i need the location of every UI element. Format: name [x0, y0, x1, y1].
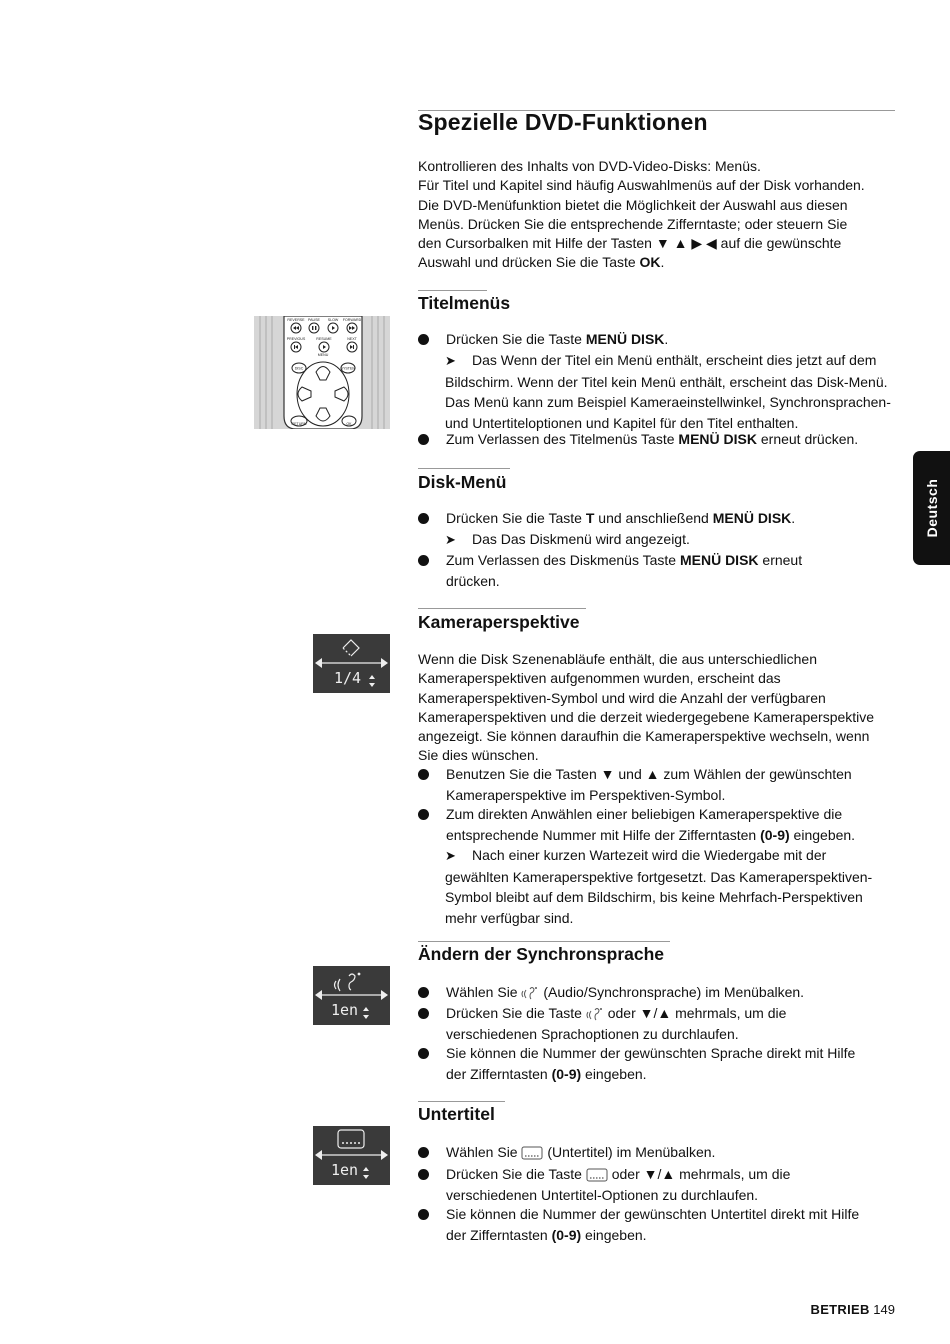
bullet-icon	[418, 1209, 429, 1220]
intro-paragraph	[418, 157, 898, 273]
result-note: ➤ Das Wenn der Titel ein Menü enthält, erscheint dies jetzt auf dem Bildschirm. Wenn der Titel kein Menü enthält, erscheint das Disk-Menü. Das Menü kann zum Beispiel Kameraeinstellwinkel, Synchronsprachen- und Untertiteloptionen und Kapitel für den Titel enthalten.	[445, 352, 891, 431]
svg-text:FORWARD: FORWARD	[342, 318, 362, 322]
intro-line: Auswahl und drücken Sie die Taste OK.	[418, 254, 665, 271]
svg-text:MENU: MENU	[317, 353, 329, 357]
subtitle-icon	[586, 1168, 608, 1182]
list-item: Zum Verlassen des Diskmenüs Taste MENÜ DISK erneut drücken.	[418, 550, 898, 591]
svg-text:NEXT: NEXT	[347, 337, 357, 341]
list-item: Zum direkten Anwählen einer beliebigen Kameraperspektive die entsprechende Nummer mit Hilfe der Zifferntasten (0-9) eingeben.	[418, 804, 898, 845]
audio-icon	[586, 1007, 604, 1021]
list-item: Sie können die Nummer der gewünschten Untertitel direkt mit Hilfe der Zifferntasten (0-9) eingeben.	[418, 1204, 898, 1245]
intro-line: Die DVD-Menüfunktion bietet die Möglichkeit der Auswahl aus diesen	[418, 196, 848, 213]
svg-text:REVERSE: REVERSE	[287, 318, 305, 322]
osd-label: 1/4	[333, 669, 362, 687]
svg-text:PREVIOUS: PREVIOUS	[286, 337, 306, 341]
kamera-paragraph: Wenn die Disk Szenenabläufe enthält, die aus unterschiedlichen Kameraperspektiven aufgenommen wurden, erscheint das Kameraperspektiven-Symbol und wird die Anzahl der verfügbaren Kameraperspektiven und die derzeit wiedergegebene Kameraperspektive angezeigt. Sie können daraufhin die Kameraperspektive wechseln, wenn Sie dies wünschen.	[418, 651, 875, 764]
page-footer	[811, 1302, 896, 1317]
list-item: Drücken Sie die Taste oder ▼/▲ mehrmals, um die verschiedenen Untertitel-Optionen zu durchlaufen.	[418, 1164, 898, 1205]
arrow-right-icon: ➤	[445, 532, 456, 547]
section-rule	[418, 608, 586, 609]
list-item: Wählen Sie (Audio/Synchronsprache) im Menübalken.	[418, 982, 898, 1003]
osd-label: 1en	[330, 1161, 359, 1179]
bullet-icon	[418, 513, 429, 524]
svg-text:SLOW: SLOW	[327, 318, 339, 322]
heading-synchronsprache: Ändern der Synchronsprache	[418, 944, 665, 964]
bullet-icon	[418, 1147, 429, 1158]
bullet-icon	[418, 769, 429, 780]
bullet-icon	[418, 987, 429, 998]
language-tab	[913, 451, 950, 565]
page-number: 149	[873, 1302, 895, 1317]
footer-section: BETRIEB	[810, 1302, 870, 1317]
intro-line: Für Titel und Kapitel sind häufig Auswahlmenüs auf der Disk vorhanden.	[418, 177, 865, 194]
list-item: Sie können die Nummer der gewünschten Sprache direkt mit Hilfe der Zifferntasten (0-9) eingeben.	[418, 1043, 898, 1084]
section-rule	[418, 290, 487, 291]
intro-line: Kontrollieren des Inhalts von DVD-Video-Disks: Menüs.	[418, 158, 761, 174]
remote-control-illustration	[254, 316, 390, 429]
bullet-icon	[418, 1048, 429, 1059]
bullet-icon	[418, 334, 429, 345]
svg-text:OK: OK	[346, 422, 352, 426]
section-rule	[418, 1101, 505, 1102]
audio-osd	[313, 966, 390, 1025]
list-item: Drücken Sie die Taste T und anschließend MENÜ DISK.	[418, 508, 898, 529]
heading-titelmenus: Titelmenüs	[418, 293, 511, 313]
bullet-icon	[418, 1008, 429, 1019]
subtitle-icon	[521, 1146, 543, 1160]
arrow-right-icon: ➤	[445, 353, 456, 368]
subtitle-osd	[313, 1126, 390, 1185]
result-note: ➤ Nach einer kurzen Wartezeit wird die Wiedergabe mit der gewählten Kameraperspektive fortgesetzt. Das Kameraperspektiven- Symbol bleibt auf dem Bildschirm, bis keine Mehrfach-Perspektiven mehr verfügbar sind.	[445, 847, 873, 926]
svg-text:RESUME: RESUME	[316, 337, 332, 341]
list-item: Drücken Sie die Taste MENÜ DISK.	[418, 329, 898, 350]
list-item: Drücken Sie die Taste oder ▼/▲ mehrmals, um die verschiedenen Sprachoptionen zu durchlaufen.	[418, 1003, 898, 1044]
svg-text:DISC: DISC	[294, 366, 304, 371]
list-item: Benutzen Sie die Tasten ▼ und ▲ zum Wählen der gewünschten Kameraperspektive im Perspektiven-Symbol.	[418, 764, 898, 805]
list-item: Wählen Sie (Untertitel) im Menübalken.	[418, 1142, 898, 1163]
intro-line: den Cursorbalken mit Hilfe der Tasten ▼ ▲ ▶ ◀ auf die gewünschte	[418, 235, 842, 252]
section-rule	[418, 941, 670, 942]
svg-text:RETURN: RETURN	[291, 422, 307, 426]
osd-label: 1en	[330, 1001, 359, 1019]
section-rule	[418, 468, 510, 469]
svg-text:PAUSE: PAUSE	[308, 318, 320, 322]
camera-angle-osd	[313, 634, 390, 693]
bullet-icon	[418, 809, 429, 820]
bullet-icon	[418, 555, 429, 566]
bullet-icon	[418, 1169, 429, 1180]
heading-untertitel: Untertitel	[418, 1104, 495, 1124]
svg-text:SYSTEM: SYSTEM	[340, 366, 356, 371]
heading-diskmenu: Disk-Menü	[418, 472, 507, 492]
heading-kameraperspektive: Kameraperspektive	[418, 612, 580, 632]
list-item: Zum Verlassen des Titelmenüs Taste MENÜ DISK erneut drücken.	[418, 429, 898, 450]
page-title: Spezielle DVD-Funktionen	[418, 109, 708, 135]
language-tab-label: Deutsch	[923, 478, 940, 538]
arrow-right-icon: ➤	[445, 848, 456, 863]
intro-line: Menüs. Drücken Sie die entsprechende Zifferntaste; oder steuern Sie	[418, 215, 848, 232]
result-note: ➤ Das Das Diskmenü wird angezeigt.	[445, 529, 900, 551]
audio-icon	[521, 986, 539, 1000]
bullet-icon	[418, 434, 429, 445]
